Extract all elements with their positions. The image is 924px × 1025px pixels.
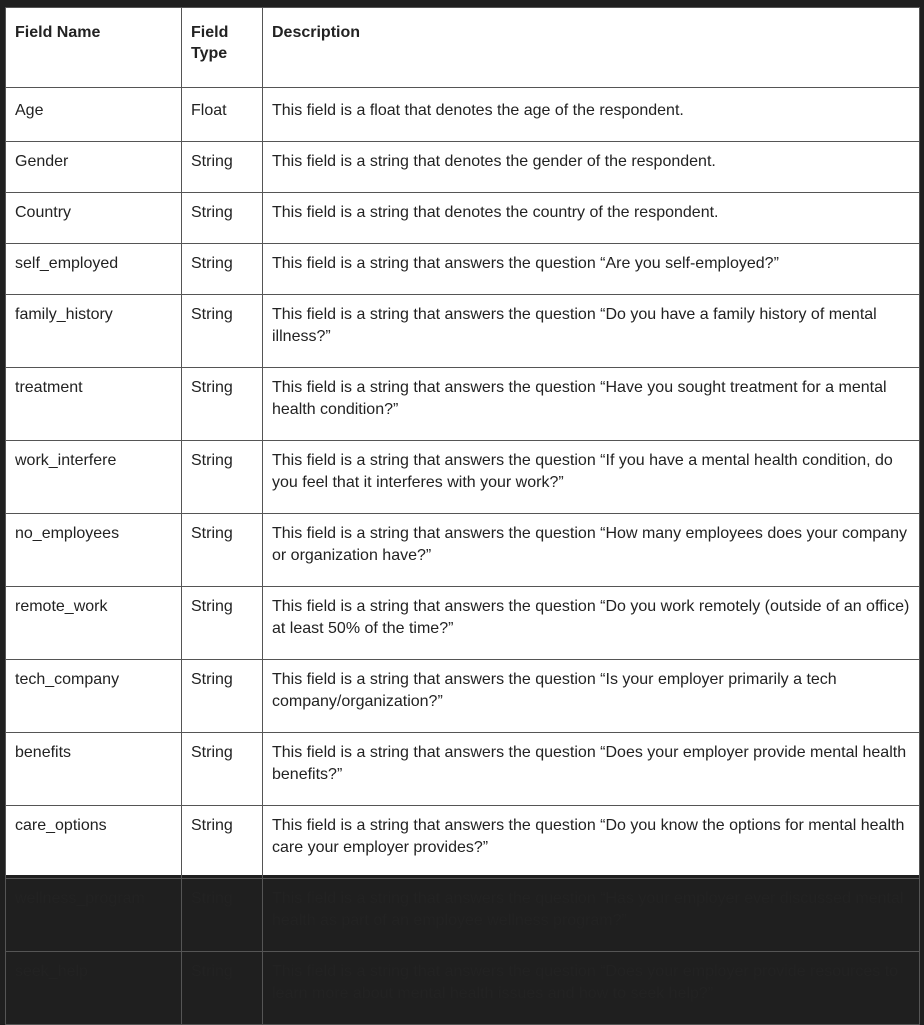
table-row [6, 142, 920, 193]
table-header-row [6, 8, 920, 88]
table-row [6, 879, 920, 952]
table-row [6, 733, 920, 806]
cell-description: This field is a string that answers the question “Do you work remotely (outside of an office) at least 50% of the time?” [263, 587, 920, 660]
cell-field-type: String [182, 514, 263, 587]
cell-field-name: self_employed [6, 244, 182, 295]
cell-description: This field is a string that answers the question “If you have a mental health condition, do you feel that it interferes with your work?” [263, 441, 920, 514]
cell-field-name: tech_company [6, 660, 182, 733]
cell-description: This field is a string that answers the question “Do you have a family history of mental illness?” [263, 295, 920, 368]
cell-description: This field is a string that answers the question “Do you know the options for mental health care your employer provides?” [263, 806, 920, 879]
cell-field-name: treatment [6, 368, 182, 441]
table-row [6, 244, 920, 295]
cell-description: This field is a string that answers the question “Does your employer provide mental health benefits?” [263, 733, 920, 806]
header-description: Description [263, 8, 920, 88]
cell-field-name: care_options [6, 806, 182, 879]
cell-description: This field is a string that answers the question “Is your employer primarily a tech company/organization?” [263, 660, 920, 733]
table-row [6, 660, 920, 733]
cell-field-type: String [182, 733, 263, 806]
cell-description: This field is a string that answers the question “Have you sought treatment for a mental health condition?” [263, 368, 920, 441]
cell-field-name: work_interfere [6, 441, 182, 514]
cell-field-name: no_employees [6, 514, 182, 587]
table-row [6, 952, 920, 1025]
cell-field-name: Gender [6, 142, 182, 193]
cell-description: This field is a float that denotes the age of the respondent. [263, 88, 920, 142]
table-row [6, 368, 920, 441]
cell-field-type: Float [182, 88, 263, 142]
header-field-type-line2: Type [191, 45, 228, 62]
cell-field-type: String [182, 295, 263, 368]
field-definitions-table [5, 7, 920, 1025]
cell-field-type: String [182, 244, 263, 295]
table-row [6, 295, 920, 368]
cell-field-name: benefits [6, 733, 182, 806]
cell-field-type: String [182, 806, 263, 879]
cell-field-type: String [182, 441, 263, 514]
header-field-name: Field Name [6, 8, 182, 88]
cell-field-type: String [182, 660, 263, 733]
cell-field-name: remote_work [6, 587, 182, 660]
cell-field-name: seek_help [6, 952, 182, 1025]
cell-field-type: String [182, 587, 263, 660]
cell-field-type: String [182, 142, 263, 193]
table-row [6, 514, 920, 587]
cell-field-name: family_history [6, 295, 182, 368]
table-row [6, 806, 920, 879]
cell-description: This field is a string that denotes the country of the respondent. [263, 193, 920, 244]
document-sheet [5, 7, 919, 1002]
cell-field-name: wellness_program [6, 879, 182, 952]
cell-field-name: Age [6, 88, 182, 142]
table-row [6, 587, 920, 660]
cell-description: This field is a string that answers the question “Are you self-employed?” [263, 244, 920, 295]
cell-description: This field is a string that denotes the gender of the respondent. [263, 142, 920, 193]
cell-field-type: String [182, 368, 263, 441]
cell-description: This field is a string that answers the question “Has your employer ever discussed mental health as part of an employee wellness program?” [263, 879, 920, 952]
cell-field-type: String [182, 193, 263, 244]
header-field-type [182, 8, 263, 88]
table-row [6, 88, 920, 142]
table-row [6, 193, 920, 244]
cell-field-type: String [182, 952, 263, 1025]
cell-description: This field is a string that answers the question “How many employees does your company or organization have?” [263, 514, 920, 587]
header-field-type-line1: Field [191, 24, 229, 41]
cell-field-type: String [182, 879, 263, 952]
table-row [6, 441, 920, 514]
cell-field-name: Country [6, 193, 182, 244]
cell-description: This field is a string that answers the question “Does your employer provide resources to learn more about mental health issues and how to seek help?” [263, 952, 920, 1025]
